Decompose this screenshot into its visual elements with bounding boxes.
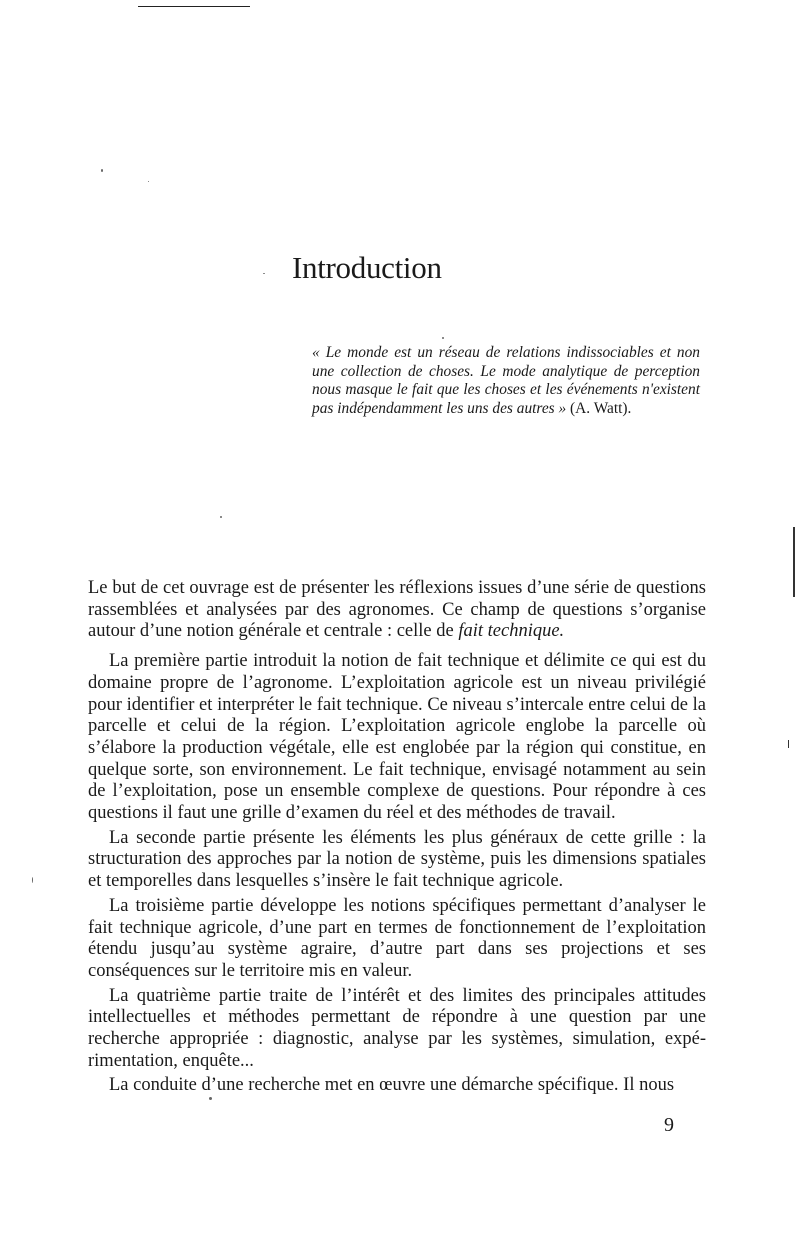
page-number: 9 [664, 1114, 674, 1136]
epigraph-quote: « Le monde est un réseau de relations indissociables et non une collection de choses. Le mode analytique de perception nous masque le fait que les choses et les événements n'existent pas indépendamment les uns des autres » [312, 344, 700, 417]
paragraph-1-emphasis: fait technique. [458, 621, 565, 642]
top-rule [138, 6, 250, 7]
epigraph-attribution: (A. Watt). [566, 399, 632, 417]
scan-speck [148, 181, 149, 182]
body-text [88, 578, 706, 1100]
paragraph-3: La seconde partie présente les éléments les plus généraux de cette grille : la structuration des approches par la notion de système, puis les dimensions spatiales et temporelles dans lesquelles s’insère le fait technique agricole. [88, 827, 706, 892]
scan-edge-mark [788, 740, 789, 748]
scan-speck [209, 1097, 212, 1100]
scan-speck [101, 169, 103, 172]
scan-speck [32, 877, 33, 883]
scan-edge-mark [793, 527, 795, 597]
scan-speck [442, 337, 444, 339]
paragraph-4: La troisième partie développe les notions spécifiques permettant d’analyser le fait technique agricole, d’une part en termes de fonctionnement de l’exploitation étendu jusqu’au système agraire, d’autre part dans ses projections et ses conséquences sur le territoire mis en valeur. [88, 895, 706, 981]
scan-speck [220, 516, 222, 518]
paragraph-2: La première partie introduit la notion de fait technique et délimite ce qui est du domaine propre de l’agronome. L’exploitation agricole est un niveau privilégié pour identifier et interpréter le fait technique. Ce niveau s’intercale entre celui de la parcelle et celui de la région. L’exploitation agricole englobe la parcelle où s’élabore la production végétale, elle est englobée par la région qui constitue, en quelque sorte, son environnement. Le fait technique, envisagé notamment au sein de l’exploitation, pose un ensemble complexe de questions. Pour répondre à ces questions il faut une grille d’examen du réel et des méthodes de travail. [88, 651, 706, 824]
paragraph-5: La quatrième partie traite de l’intérêt et des limites des principales attitudes intellectuelles et méthodes permettant de répondre à une question par une recherche appropriée : diagnostic, analyse par les systèmes, simulation, expérimentation, enquête... [88, 985, 706, 1071]
page-title: Introduction [292, 250, 442, 285]
paragraph-6: La conduite d’une recherche met en œuvre une démarche spécifique. Il nous [109, 1075, 675, 1096]
scan-speck [263, 273, 265, 274]
epigraph [312, 344, 700, 418]
paragraph-1-text: Le but de cet ouvrage est de présenter les réflexions issues d’une série de questions rassemblées et analysées par des agronomes. Ce champ de questions s’organise autour d’une notion générale et centrale : celle de [88, 578, 706, 642]
paragraph-1 [88, 578, 706, 643]
